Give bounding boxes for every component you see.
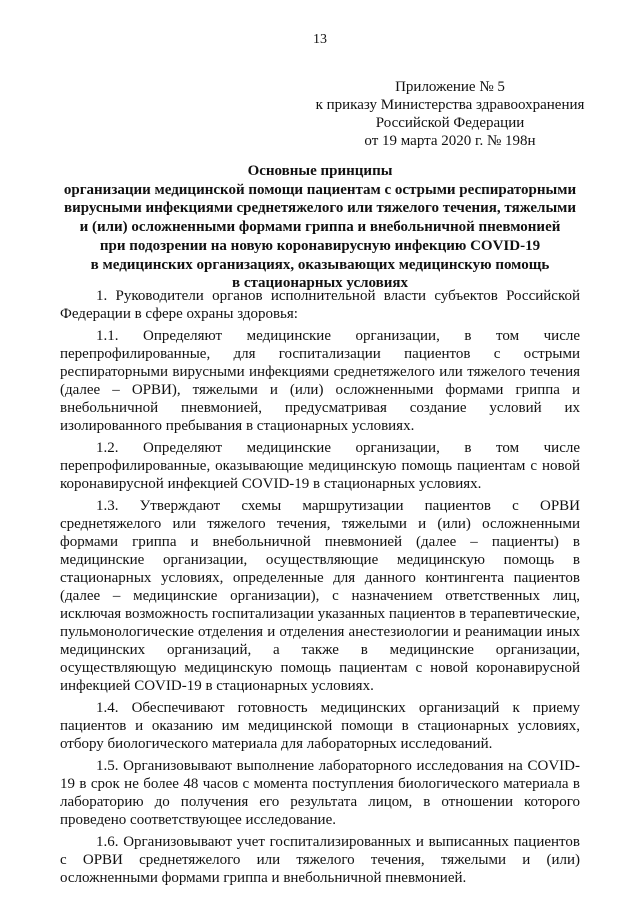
title-line: в медицинских организациях, оказывающих медицинскую помощь (90, 256, 550, 273)
title-line: при подозрении на новую коронавирусную инфекцию COVID-19 (99, 237, 541, 254)
appendix-header (300, 78, 600, 150)
page-number: 13 (313, 32, 327, 47)
paragraph-1-4: 1.4. Обеспечивают готовность медицинских организаций к приему пациентов и оказанию им медицинской помощи в стационарных условиях, отбору биологического материала для лабораторных исследований. (60, 700, 580, 752)
paragraph-1-1: 1.1. Определяют медицинские организации, в том числе перепрофилированные, для госпитализации пациентов с острыми респираторными вирусными инфекциями среднетяжелого или тяжелого течения (далее – ОРВИ), тяжелыми и (или) осложненными формами гриппа и внебольничной пневмонией, предусматривая создание условий их изолированного пребывания в стационарных условиях. (60, 328, 580, 434)
paragraph-1-5: 1.5. Организовывают выполнение лабораторного исследования на COVID-19 в срок не более 48 часов с момента поступления биологического материала в лабораторию до получения его результата лицом, в отношении которого проведено соответствующее исследование. (60, 758, 580, 828)
paragraph-1: 1. Руководители органов исполнительной власти субъектов Российской Федерации в сфере охраны здоровья: (60, 288, 580, 322)
paragraph-1-2: 1.2. Определяют медицинские организации, в том числе перепрофилированные, оказывающие медицинскую помощь пациентам с новой коронавирусной инфекцией COVID-19 в стационарных условиях. (60, 440, 580, 492)
title-line: вирусными инфекциями среднетяжелого или тяжелого течения, тяжелыми (63, 200, 577, 217)
document-title (60, 162, 580, 293)
paragraph-1-6: 1.6. Организовывают учет госпитализированных и выписанных пациентов с ОРВИ среднетяжелого или тяжелого течения, тяжелыми и (или) осложненными формами гриппа и внебольничной пневмонией. (60, 834, 580, 886)
title-line: Основные принципы (247, 163, 393, 179)
appendix-line: Приложение № 5 (395, 79, 505, 95)
appendix-line: от 19 марта 2020 г. № 198н (364, 133, 536, 149)
title-line: организации медицинской помощи пациентам с острыми респираторными (63, 181, 577, 198)
appendix-line: Российской Федерации (375, 115, 525, 131)
paragraph-1-3: 1.3. Утверждают схемы маршрутизации пациентов с ОРВИ среднетяжелого или тяжелого течения, тяжелыми и (или) осложненными формами гриппа и внебольничной пневмонией (далее – пациенты) в медицинские организации, осуществляющие медицинскую помощь в стационарных условиях, определенные для данного контингента пациентов (далее – медицинские организации), с назначением ответственных лиц, исключая возможность госпитализации указанных пациентов в терапевтические, пульмонологические отделения и отделения анестезиологии и реанимации иных медицинских организаций, а также в медицинские организации, осуществляющую медицинскую помощь пациентам с новой коронавирусной инфекцией COVID-19 в стационарных условиях. (60, 498, 580, 694)
title-line: и (или) осложненными формами гриппа и внебольничной пневмонией (79, 219, 561, 236)
appendix-line: к приказу Министерства здравоохранения (315, 97, 585, 113)
document-body (60, 287, 580, 891)
title-line: в стационарных условиях (231, 275, 409, 292)
